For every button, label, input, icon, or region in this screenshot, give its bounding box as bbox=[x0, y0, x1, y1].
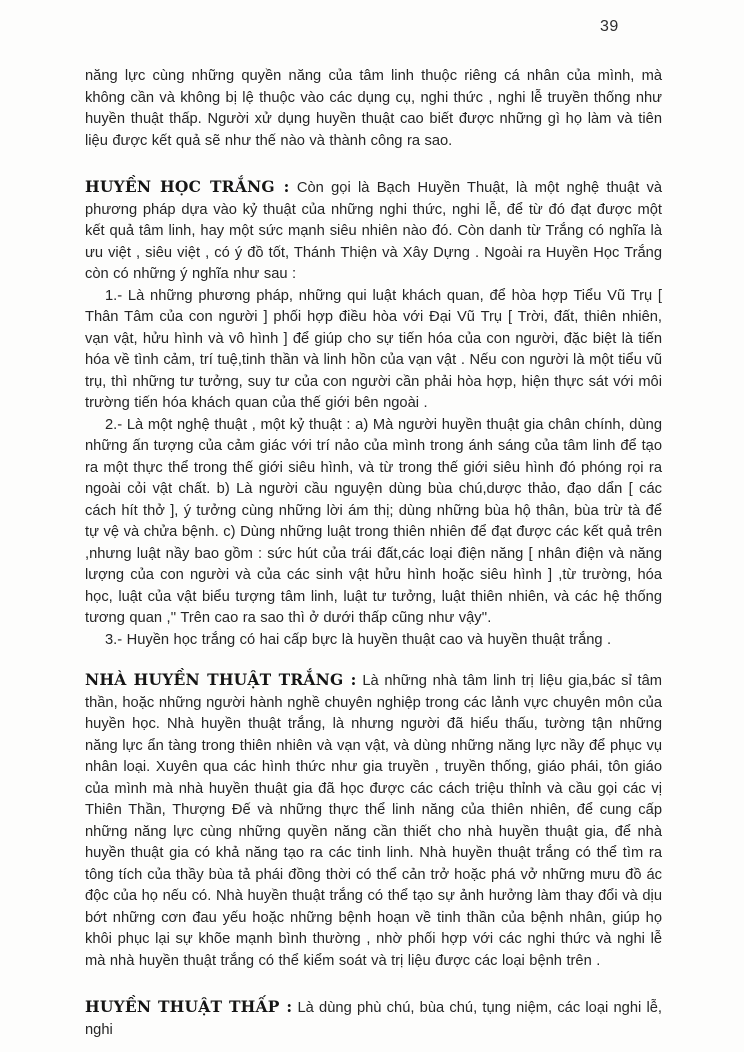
section-heading-huyen-hoc-trang: HUYỀN HỌC TRẮNG : bbox=[85, 177, 290, 196]
section-heading-huyen-thuat-thap: HUYỀN THUẬT THẤP : bbox=[85, 997, 293, 1016]
list-item-2: 2.- Là một nghệ thuật , một kỷ thuật : a) Mà người huyền thuật gia chân chính, dùng những ấn tượng của cảm giác với trí nảo của mình trong ánh sáng của tâm linh để tạo ra một thực thể trong thế giới siêu hình, và từ trong thế giới siêu hình đó phóng rọi ra ngoài cỏi vật chất. b) Là người cầu nguyện dùng bùa chú,dược thảo, đạo dẩn [ các cách hít thở ], ý tưởng cùng những lời ám thị; dùng những bùa hộ thân, bùa trừ tà để tự vệ và chửa bệnh. c) Dùng những luật trong thiên nhiên để đạt được các kết quả trên ,nhưng luật nầy bao gồm : sức hút của trái đất,các loại điện năng [ nhân điện và năng lượng của con người và của các sinh vật hửu hình hoặc siêu hình ] ,từ trường, hóa học, luật của vật biểu tượng tâm linh, luật tư tưởng, luật thiên nhiên, và các hệ thống tương quan ,'' Trên cao ra sao thì ở dưới thấp cũng như vậy''. bbox=[85, 416, 662, 626]
section-huyen-hoc-trang bbox=[85, 176, 662, 286]
section-body-nha-huyen-thuat-trang: Là những nhà tâm linh trị liệu gia,bác sỉ tâm thần, hoặc những người hành nghề chuyên nghiệp trong các lảnh vực chuyên môn của huyền học. Nhà huyền thuật trắng, là nhưng người đã hiểu thấu, tường tận những năng lực ẩn tàng trong thiên nhiên và vạn vật, và dùng những năng lực nầy để phục vụ nhân loại. Xuyên qua các hình thức như gia truyền , truyền thống, giáo phái, tôn giáo của mình mà nhà huyền thuật gia đã học được các cách triệu thỉnh và cầu gọi các vị Thiên Thần, Thượng Đế và những thực thể linh năng của thiên nhiên, để cung cấp những năng lực cùng những quyền năng cần thiết cho nhà huyền thuật gia, để nhà huyền thuật gia có khả năng tạo ra các tinh linh. Nhà huyền thuật trắng có thể tìm ra tông tích của thầy bùa tả phái đồng thời có thể cản trở hoặc phá vở những mưu đồ ác độc của họ nếu có. Nhà huyền thuật trắng có thể tạo sự ảnh hưởng làm thay đổi và dịu bớt những cơn đau yếu hoặc những bệnh hoạn về tinh thần của bệnh nhân, giúp họ khôi phục lại sự khõe mạnh bình thường , nhờ phối hợp với các nghi thức và nghi lễ mà nhà huyền thuật trắng có thể kiểm soát và trị liệu được các loại bệnh trên . bbox=[85, 673, 662, 969]
list-item-3: 3.- Huyền học trắng có hai cấp bực là huyền thuật cao và huyền thuật trắng . bbox=[105, 631, 612, 648]
intro-paragraph: năng lực cùng những quyền năng của tâm linh thuộc riêng cá nhân của mình, mà không cần và không bị lệ thuộc vào các dụng cụ, nghi thức , nghi lễ truyền thống như huyền thuật thấp. Người xử dụng huyền thuật cao biết được những gì họ làm và tiên liệu được kết quả sẽ như thế nào và thành công ra sao. bbox=[85, 68, 662, 149]
section-body-huyen-thuat-thap: Là dùng phù chú, bùa chú, tụng niệm, các loại nghi lễ, nghi bbox=[85, 1000, 662, 1038]
section-heading-nha-huyen-thuat-trang: NHÀ HUYỀN THUẬT TRẮNG : bbox=[85, 670, 357, 689]
page-content bbox=[85, 66, 662, 1041]
section-nha-huyen-thuat-trang bbox=[85, 669, 662, 972]
list-item-1: 1.- Là những phương pháp, những qui luật khách quan, để hòa hợp Tiểu Vũ Trụ [ Thân Tâm của con người ] phối hợp điều hòa với Đại Vũ Trụ [ Trời, đất, thiên nhiên, vạn vật, hửu hình và vô hình ] để giúp cho sự tiến hóa của con người, đặc biệt là tiến hóa về tình cảm, trí tuệ,tinh thần và linh hồn của vạn vật . Nếu con người là một tiểu vũ trụ, thì những tư tưởng, suy tư của con người cần phải hòa hợp, hiện thực sát với môi trường tiến hóa khách quan của thế giới bên ngoài . bbox=[85, 287, 662, 411]
section-huyen-thuat-thap bbox=[85, 996, 662, 1041]
section-body-huyen-hoc-trang: Còn gọi là Bạch Huyền Thuật, là một nghệ thuật và phương pháp dựa vào kỷ thuật của những nghi thức, nghi lễ, để từ đó đạt được một kết quả tâm linh, hay một sức mạnh siêu nhiên nào đó. Còn danh từ Trắng có nghĩa là ưu việt , siêu việt , có ý đồ tốt, Thánh Thiện và Xây Dựng . Ngoài ra Huyền Học Trắng còn có những ý nghĩa như sau : bbox=[85, 180, 662, 282]
page-number: 39 bbox=[600, 18, 619, 35]
